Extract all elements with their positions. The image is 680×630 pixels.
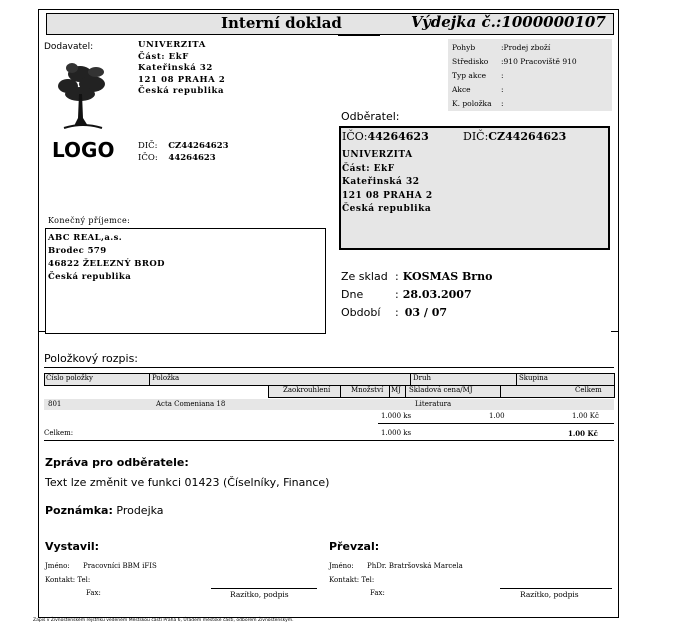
total-qty: 1.000 ks xyxy=(381,429,412,437)
customer-label: Odběratel: xyxy=(341,110,400,123)
head-druh: Druh xyxy=(413,374,431,382)
supplier-ico-value: 44264623 xyxy=(168,153,216,163)
supplier-line: Kateřinská 32 xyxy=(138,63,213,73)
meta-value: :Prodej zboží xyxy=(501,43,551,52)
col-divider xyxy=(340,385,341,397)
customer-address xyxy=(342,149,433,217)
received-name-row xyxy=(329,562,463,570)
meta-label: Akce xyxy=(452,85,471,94)
meta-value: : xyxy=(501,99,504,108)
row-cena: 1.00 xyxy=(489,412,505,420)
supplier-ico xyxy=(138,153,216,163)
customer-line: UNIVERZITA xyxy=(342,150,413,160)
received-sign-line xyxy=(500,588,612,589)
meta-labels xyxy=(452,41,492,111)
issued-contact: Kontakt: Tel: xyxy=(45,576,91,584)
customer-line: Kateřinská 32 xyxy=(342,177,420,187)
note-label: Poznámka: xyxy=(45,504,113,517)
received-contact: Kontakt: Tel: xyxy=(329,576,375,584)
row-nazev: Acta Comeniana 18 xyxy=(156,400,226,408)
row-druh: Literatura xyxy=(415,400,452,408)
warehouse-period-label: Období xyxy=(341,306,381,319)
supplier-dic-label: DIČ: xyxy=(138,141,158,151)
warehouse-date-value: 28.03.2007 xyxy=(402,288,472,301)
recipient-line: Česká republika xyxy=(48,272,132,282)
warehouse-colon: : xyxy=(395,288,399,301)
customer-dic-label: DIČ: xyxy=(463,130,489,143)
issued-sign-line xyxy=(211,588,317,589)
meta-label: K. položka xyxy=(452,99,492,108)
note-value: Prodejka xyxy=(116,504,164,517)
col-divider xyxy=(149,373,150,385)
row-celkem: 1.00 Kč xyxy=(572,412,599,420)
tree-logo-icon xyxy=(58,60,108,132)
recipient-line: 46822 ŽELEZNÝ BROD xyxy=(48,259,165,269)
warehouse-colon: : xyxy=(395,270,399,283)
issued-name-value: Pracovníci BBM iFIS xyxy=(83,562,157,570)
customer-ids xyxy=(342,130,429,143)
head-zaokrouhleni: Zaokrouhlení xyxy=(283,386,331,394)
warehouse-from-row xyxy=(341,268,492,286)
received-stamp: Razítko, podpis xyxy=(520,590,579,599)
doc-title: Výdejka č.:1000000107 xyxy=(411,13,606,31)
page-tick xyxy=(611,331,619,332)
customer-ico-label: IČO: xyxy=(342,130,368,143)
meta-value: : xyxy=(501,85,504,94)
warehouse-block xyxy=(341,268,492,322)
col-divider xyxy=(389,385,390,397)
row-mnozstvi: 1.000 ks xyxy=(381,412,412,420)
head-polozka: Položka xyxy=(152,374,180,382)
issued-stamp: Razítko, podpis xyxy=(230,590,289,599)
final-recipient-address xyxy=(48,232,165,284)
page-tick xyxy=(38,331,46,332)
row-cislo: 801 xyxy=(48,400,62,408)
supplier-label: Dodavatel: xyxy=(44,42,94,52)
supplier-address xyxy=(138,40,225,98)
issued-name-row xyxy=(45,562,157,570)
supplier-dic-value: CZ44264623 xyxy=(168,141,229,151)
issued-title: Vystavil: xyxy=(45,540,100,553)
supplier-line: UNIVERZITA xyxy=(138,40,206,50)
supplier-line: Česká republika xyxy=(138,86,225,96)
customer-dic-value: CZ44264623 xyxy=(488,130,567,143)
warehouse-date-label: Dne xyxy=(341,288,364,301)
customer-line: 121 08 PRAHA 2 xyxy=(342,190,433,201)
message-text: Text lze změnit ve funkci 01423 (Číselníky, Finance) xyxy=(45,476,330,489)
total-underline xyxy=(44,440,614,441)
row-underline xyxy=(378,423,614,424)
head-cislo: Číslo položky xyxy=(46,374,93,382)
customer-line: Česká republika xyxy=(342,204,432,214)
supplier-ico-label: IČO: xyxy=(138,153,158,163)
meta-value: : xyxy=(501,71,504,80)
warehouse-date-row xyxy=(341,286,492,304)
meta-label: Pohyb xyxy=(452,43,476,52)
footer-note: Zapis v Živnostenském rejstříku vedeném Městskou částí Praha 6, Úřadem městské části, odborem Živnostenským. xyxy=(33,618,294,623)
meta-values xyxy=(501,41,577,111)
meta-value: :910 Pracoviště 910 xyxy=(501,57,577,66)
head-mj: MJ xyxy=(391,386,401,394)
col-divider xyxy=(405,385,406,397)
customer-line: Část: EkF xyxy=(342,163,395,174)
recipient-line: Brodec 579 xyxy=(48,246,107,256)
head-mnozstvi: Množství xyxy=(351,386,384,394)
supplier-dic xyxy=(138,141,229,151)
supplier-line: Část: EkF xyxy=(138,51,189,62)
customer-ico-value: 44264623 xyxy=(367,130,429,143)
total-sum: 1.00 Kč xyxy=(568,429,598,438)
table-row xyxy=(44,399,614,410)
received-fax: Fax: xyxy=(370,589,385,597)
recipient-line: ABC REAL,a.s. xyxy=(48,233,123,243)
warehouse-from-label: Ze sklad xyxy=(341,270,388,283)
received-name-value: PhDr. Bratršovská Marcela xyxy=(367,562,463,570)
meta-label: Středisko xyxy=(452,57,489,66)
issued-name-label: Jméno: xyxy=(45,562,70,570)
issued-fax: Fax: xyxy=(86,589,101,597)
doc-type-label: Interní doklad xyxy=(221,14,342,32)
supplier-line: 121 08 PRAHA 2 xyxy=(138,74,226,85)
meta-label: Typ akce xyxy=(452,71,487,80)
header-divider xyxy=(338,13,380,36)
head-celkem: Celkem xyxy=(575,386,602,394)
warehouse-period-row xyxy=(341,304,492,322)
warehouse-from-value: KOSMAS Brno xyxy=(402,270,493,283)
received-title: Převzal: xyxy=(329,540,380,553)
received-name-label: Jméno: xyxy=(329,562,354,570)
head-skladova-cena: Skladová cena/MJ xyxy=(409,386,473,394)
message-title: Zpráva pro odběratele: xyxy=(45,456,189,469)
col-divider xyxy=(500,385,501,397)
head-skupina: Skupina xyxy=(519,374,548,382)
customer-dic xyxy=(463,130,566,143)
total-label: Celkem: xyxy=(44,429,74,437)
warehouse-period-value: 03 / 07 xyxy=(404,306,448,319)
table-top-rule xyxy=(44,367,614,368)
col-divider xyxy=(410,373,411,385)
note xyxy=(45,504,164,517)
final-recipient-label: Konečný příjemce: xyxy=(48,216,131,225)
logo-text: LOGO xyxy=(52,138,115,162)
warehouse-colon: : xyxy=(395,306,399,319)
items-title: Položkový rozpis: xyxy=(44,352,139,365)
col-divider xyxy=(516,373,517,385)
